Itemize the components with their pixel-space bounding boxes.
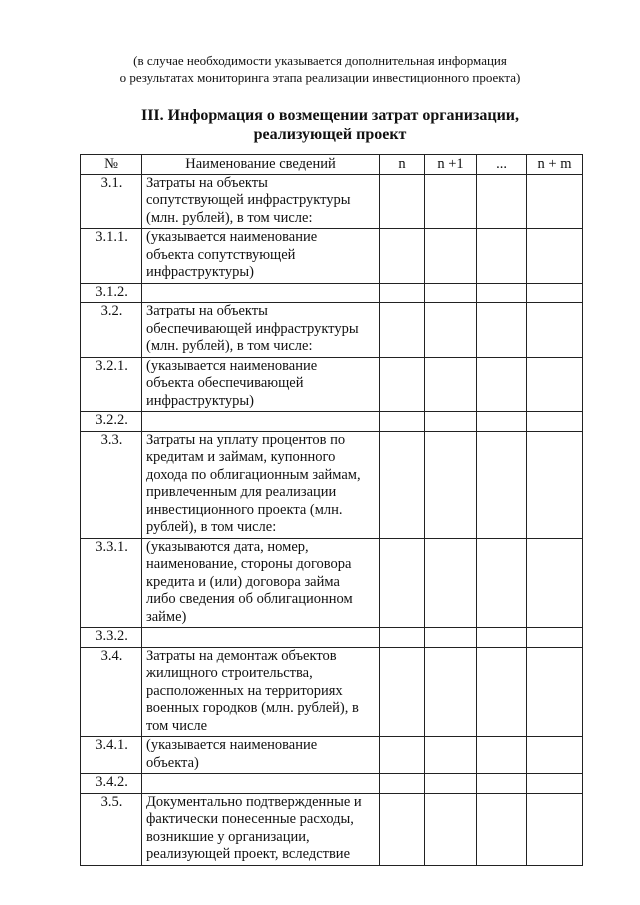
- value-n-plus-1-cell[interactable]: [425, 737, 477, 774]
- value-n-plus-1-cell[interactable]: [425, 431, 477, 538]
- value-n-plus-m-cell[interactable]: [527, 283, 583, 303]
- value-n-cell[interactable]: [380, 431, 425, 538]
- value-n-cell[interactable]: [380, 229, 425, 284]
- value-n-plus-m-cell[interactable]: [527, 628, 583, 648]
- header-ellipsis: ...: [477, 155, 527, 175]
- row-description: Затраты на уплату процентов по кредитам и займам, купонного дохода по облигационным займам, привлеченным для реализации инвестиционного проекта (млн. рублей), в том числе:: [142, 431, 380, 538]
- table-row: [81, 283, 583, 303]
- row-description: (указывается наименование объекта): [142, 737, 380, 774]
- table-row: [81, 628, 583, 648]
- value-n-plus-m-cell[interactable]: [527, 774, 583, 794]
- row-number: 3.3.: [81, 431, 142, 538]
- row-description: Затраты на демонтаж объектов жилищного строительства, расположенных на территориях военных городков (млн. рублей), в том числе: [142, 647, 380, 737]
- row-description: Затраты на объекты обеспечивающей инфраструктуры (млн. рублей), в том числе:: [142, 303, 380, 358]
- section-heading: III. Информация о возмещении затрат организации, реализующей проект: [140, 107, 520, 143]
- value-n-plus-1-cell[interactable]: [425, 412, 477, 432]
- cost-reimbursement-table: [80, 154, 583, 866]
- note-line: о результатах мониторинга этапа реализации инвестиционного проекта): [119, 70, 521, 85]
- row-number: 3.3.1.: [81, 538, 142, 628]
- row-description: Документально подтвержденные и фактически понесенные расходы, возникшие у организации, реализующей проект, вследствие: [142, 793, 380, 865]
- table-row: [81, 538, 583, 628]
- table-row: [81, 431, 583, 538]
- row-description: [142, 283, 380, 303]
- value-n-plus-m-cell[interactable]: [527, 538, 583, 628]
- value-n-plus-1-cell[interactable]: [425, 303, 477, 358]
- value-ellipsis-cell[interactable]: [477, 412, 527, 432]
- row-description: Затраты на объекты сопутствующей инфраструктуры (млн. рублей), в том числе:: [142, 174, 380, 229]
- value-ellipsis-cell[interactable]: [477, 628, 527, 648]
- supplementary-note: [0, 52, 640, 86]
- value-n-cell[interactable]: [380, 174, 425, 229]
- row-number: 3.5.: [81, 793, 142, 865]
- note-line: (в случае необходимости указывается дополнительная информация: [133, 53, 507, 68]
- row-number: 3.4.1.: [81, 737, 142, 774]
- table-row: [81, 229, 583, 284]
- value-ellipsis-cell[interactable]: [477, 283, 527, 303]
- value-ellipsis-cell[interactable]: [477, 774, 527, 794]
- row-description: (указывается наименование объекта сопутствующей инфраструктуры): [142, 229, 380, 284]
- value-n-plus-m-cell[interactable]: [527, 431, 583, 538]
- row-number: 3.2.1.: [81, 357, 142, 412]
- value-ellipsis-cell[interactable]: [477, 431, 527, 538]
- value-n-plus-1-cell[interactable]: [425, 628, 477, 648]
- row-number: 3.3.2.: [81, 628, 142, 648]
- value-n-plus-1-cell[interactable]: [425, 174, 477, 229]
- table-row: [81, 774, 583, 794]
- row-description: [142, 774, 380, 794]
- value-n-plus-m-cell[interactable]: [527, 793, 583, 865]
- value-ellipsis-cell[interactable]: [477, 174, 527, 229]
- row-number: 3.1.2.: [81, 283, 142, 303]
- value-n-cell[interactable]: [380, 412, 425, 432]
- table-body: [81, 174, 583, 865]
- value-ellipsis-cell[interactable]: [477, 357, 527, 412]
- value-n-plus-1-cell[interactable]: [425, 647, 477, 737]
- table-row: [81, 357, 583, 412]
- row-number: 3.1.1.: [81, 229, 142, 284]
- table-row: [81, 174, 583, 229]
- header-n-plus-m: n + m: [527, 155, 583, 175]
- value-n-cell[interactable]: [380, 283, 425, 303]
- row-number: 3.4.: [81, 647, 142, 737]
- header-n: n: [380, 155, 425, 175]
- header-n-plus-1: n +1: [425, 155, 477, 175]
- value-n-cell[interactable]: [380, 647, 425, 737]
- value-n-cell[interactable]: [380, 628, 425, 648]
- table-row: [81, 303, 583, 358]
- value-ellipsis-cell[interactable]: [477, 538, 527, 628]
- value-n-plus-1-cell[interactable]: [425, 357, 477, 412]
- value-n-plus-m-cell[interactable]: [527, 303, 583, 358]
- row-number: 3.1.: [81, 174, 142, 229]
- row-number: 3.2.: [81, 303, 142, 358]
- value-n-plus-m-cell[interactable]: [527, 737, 583, 774]
- value-n-plus-1-cell[interactable]: [425, 793, 477, 865]
- value-n-cell[interactable]: [380, 774, 425, 794]
- row-number: 3.4.2.: [81, 774, 142, 794]
- value-n-cell[interactable]: [380, 793, 425, 865]
- value-n-plus-m-cell[interactable]: [527, 647, 583, 737]
- value-n-plus-1-cell[interactable]: [425, 229, 477, 284]
- value-n-plus-1-cell[interactable]: [425, 283, 477, 303]
- table-row: [81, 647, 583, 737]
- value-n-cell[interactable]: [380, 538, 425, 628]
- value-n-cell[interactable]: [380, 357, 425, 412]
- row-description: [142, 412, 380, 432]
- table-row: [81, 412, 583, 432]
- row-number: 3.2.2.: [81, 412, 142, 432]
- row-description: (указывается наименование объекта обеспечивающей инфраструктуры): [142, 357, 380, 412]
- value-n-cell[interactable]: [380, 303, 425, 358]
- value-n-plus-m-cell[interactable]: [527, 357, 583, 412]
- value-n-plus-m-cell[interactable]: [527, 174, 583, 229]
- value-ellipsis-cell[interactable]: [477, 737, 527, 774]
- table-row: [81, 793, 583, 865]
- value-n-plus-1-cell[interactable]: [425, 774, 477, 794]
- row-description: [142, 628, 380, 648]
- table-row: [81, 737, 583, 774]
- row-description: (указываются дата, номер, наименование, стороны договора кредита и (или) договора займа либо сведения об облигационном займе): [142, 538, 380, 628]
- value-n-plus-m-cell[interactable]: [527, 229, 583, 284]
- value-n-plus-1-cell[interactable]: [425, 538, 477, 628]
- header-name: Наименование сведений: [142, 155, 380, 175]
- value-ellipsis-cell[interactable]: [477, 647, 527, 737]
- value-ellipsis-cell[interactable]: [477, 303, 527, 358]
- header-num: №: [81, 155, 142, 175]
- table-header-row: [81, 155, 583, 175]
- value-ellipsis-cell[interactable]: [477, 229, 527, 284]
- value-n-cell[interactable]: [380, 737, 425, 774]
- value-ellipsis-cell[interactable]: [477, 793, 527, 865]
- value-n-plus-m-cell[interactable]: [527, 412, 583, 432]
